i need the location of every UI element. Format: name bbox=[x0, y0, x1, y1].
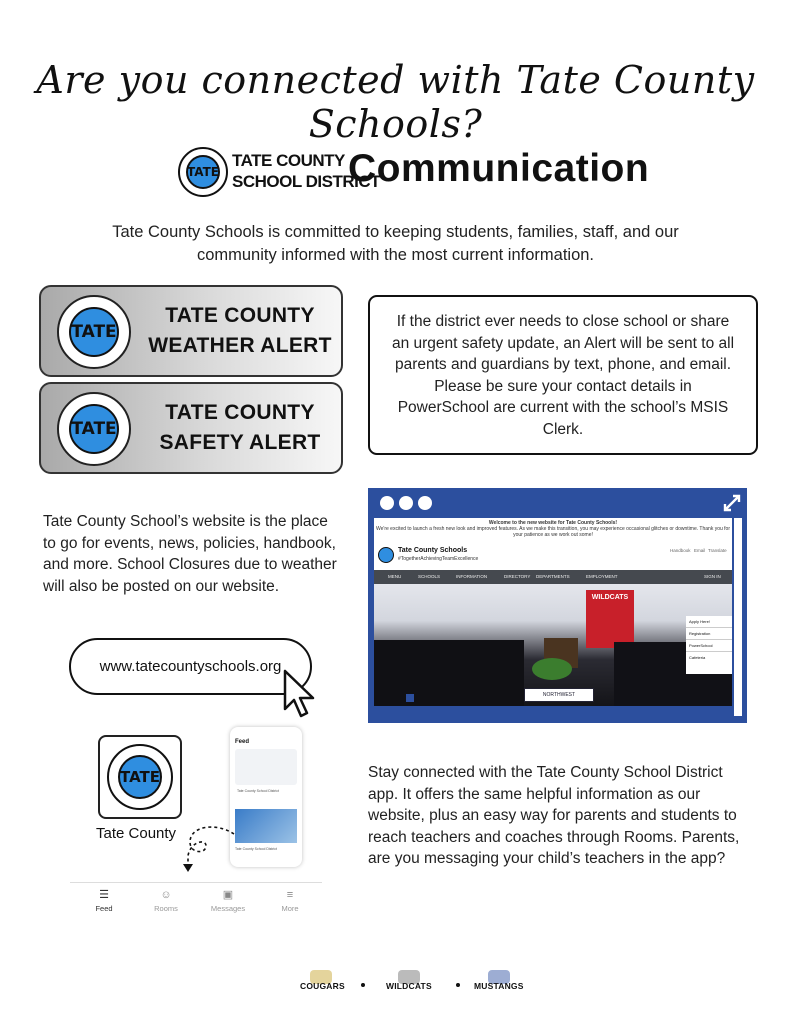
site-footer-bar bbox=[374, 706, 732, 716]
alert-line1: TATE COUNTY bbox=[165, 304, 315, 327]
weather-alert-label bbox=[145, 301, 335, 361]
site-header bbox=[374, 540, 732, 570]
school-footer bbox=[290, 970, 540, 1000]
district-seal-logo bbox=[178, 147, 228, 197]
tab-feed[interactable] bbox=[84, 889, 124, 913]
site-banner bbox=[374, 518, 732, 540]
phone-screenshot bbox=[230, 727, 302, 867]
quick-links-panel bbox=[686, 616, 732, 674]
footer-school: COUGARS bbox=[300, 981, 345, 991]
site-nav-item: SIGN IN bbox=[704, 574, 721, 579]
alert-line1: TATE COUNTY bbox=[165, 401, 315, 424]
website-page bbox=[374, 518, 732, 716]
alert-line2: SAFETY ALERT bbox=[159, 431, 321, 454]
alert-info-box: If the district ever needs to close school or share an urgent safety update, an Alert will be sent to all parents and guardians by text, phone, and email. Please be sure your contact details in PowerSchool are current with the school’s MSIS Clerk. bbox=[368, 295, 758, 455]
feed-icon: ☰ bbox=[99, 889, 109, 901]
stage-sign: WILDCATS bbox=[586, 590, 634, 648]
footer-separator bbox=[361, 983, 365, 987]
graduation-photo bbox=[374, 584, 732, 706]
tab-label: More bbox=[281, 904, 299, 913]
tab-messages[interactable] bbox=[208, 889, 248, 913]
seal-text: TATE bbox=[186, 155, 220, 189]
app-tab-bar bbox=[70, 882, 322, 916]
expand-icon bbox=[723, 494, 741, 512]
phone-post-text: Tate County School District bbox=[235, 787, 297, 809]
phone-post bbox=[235, 749, 297, 785]
site-banner-body: We're excited to launch a fresh new look and improved features. As we make this transition, you may experience occasional glitches or downtime. Thank you for your patience as we work out some! bbox=[375, 526, 730, 538]
tab-label: Rooms bbox=[154, 904, 178, 913]
seal-text: TATE bbox=[69, 404, 119, 454]
rooms-icon: ☺ bbox=[160, 889, 172, 901]
website-url-link[interactable]: www.tatecountyschools.org bbox=[69, 638, 312, 695]
tab-label: Messages bbox=[210, 904, 246, 913]
tab-rooms[interactable] bbox=[146, 889, 186, 913]
site-nav-item: SCHOOLS bbox=[418, 574, 441, 579]
district-seal-logo bbox=[57, 295, 131, 369]
phone-feed-header: Feed bbox=[235, 739, 250, 745]
window-dot bbox=[399, 496, 413, 510]
site-title: Tate County Schools bbox=[398, 547, 468, 554]
headline: Are you connected with Tate County Schools? bbox=[36, 58, 755, 146]
site-logo bbox=[378, 547, 394, 563]
site-scrollbar bbox=[734, 518, 742, 716]
app-icon bbox=[98, 735, 182, 819]
quick-link: Cafeteria bbox=[689, 655, 706, 660]
site-nav-item: EMPLOYMENT bbox=[586, 574, 618, 579]
site-utility-link: Email bbox=[694, 548, 706, 553]
app-description: Stay connected with the Tate County School District app. It offers the same helpful information as our website, plus an easy way for parents and students to reach teachers and coaches through Rooms. Parents, are you messaging your child’s teachers in the app? bbox=[368, 764, 740, 867]
quick-link: Registration bbox=[686, 628, 732, 640]
tab-label: Feed bbox=[95, 904, 113, 913]
quick-link: PowerSchool bbox=[686, 640, 732, 652]
district-line1: TATE COUNTY bbox=[232, 151, 345, 170]
phone-post-image bbox=[235, 809, 297, 843]
safety-alert-badge bbox=[39, 382, 343, 474]
alert-line2: WEATHER ALERT bbox=[148, 334, 332, 357]
footer-school: WILDCATS bbox=[386, 981, 432, 991]
site-utility-link: Handbook bbox=[670, 548, 691, 553]
graduates-left bbox=[374, 640, 524, 706]
quick-link: Apply Here! bbox=[686, 616, 732, 628]
weather-alert-badge bbox=[39, 285, 343, 377]
window-dot bbox=[418, 496, 432, 510]
dashed-arrow-icon bbox=[176, 820, 236, 876]
app-name: Tate County bbox=[96, 825, 177, 842]
website-screenshot bbox=[368, 488, 747, 723]
footer-school: MUSTANGS bbox=[474, 981, 524, 991]
section-title: Communication bbox=[348, 147, 650, 190]
footer-separator bbox=[456, 983, 460, 987]
site-banner-title: Welcome to the new website for Tate County Schools! bbox=[488, 520, 618, 526]
site-nav-item: MENU bbox=[388, 574, 402, 579]
phone-post-text: Tate County School District bbox=[235, 847, 278, 851]
podium-banner: NORTHWEST bbox=[524, 688, 594, 702]
tab-more[interactable] bbox=[270, 889, 310, 913]
seal-text: TATE bbox=[69, 307, 119, 357]
plants bbox=[532, 658, 572, 680]
website-description: Tate County School’s website is the place to go for events, news, policies, handbook, and more. School Closures due to weather will also be posted on our website. bbox=[43, 513, 337, 595]
district-seal-logo bbox=[57, 392, 131, 466]
district-line2: SCHOOL DISTRICT bbox=[232, 172, 381, 191]
site-nav-item: INFORMATION bbox=[456, 574, 488, 579]
site-tagline: #TogetherAchievingTeamExcellence bbox=[398, 556, 479, 562]
intro-text: Tate County Schools is committed to keeping students, families, staff, and our community informed with the most current information. bbox=[112, 223, 679, 264]
site-nav bbox=[374, 570, 732, 584]
carousel-button bbox=[406, 694, 414, 702]
messages-icon: ▣ bbox=[222, 889, 234, 901]
seal-text: TATE bbox=[118, 755, 162, 799]
site-utility-link: Translate bbox=[708, 548, 727, 553]
site-nav-item: DIRECTORY bbox=[504, 574, 531, 579]
district-seal-logo bbox=[107, 744, 173, 810]
cursor-arrow-icon bbox=[283, 669, 317, 719]
window-dot bbox=[380, 496, 394, 510]
safety-alert-label bbox=[145, 398, 335, 458]
site-nav-item: DEPARTMENTS bbox=[536, 574, 570, 579]
more-icon: ≡ bbox=[286, 889, 294, 901]
